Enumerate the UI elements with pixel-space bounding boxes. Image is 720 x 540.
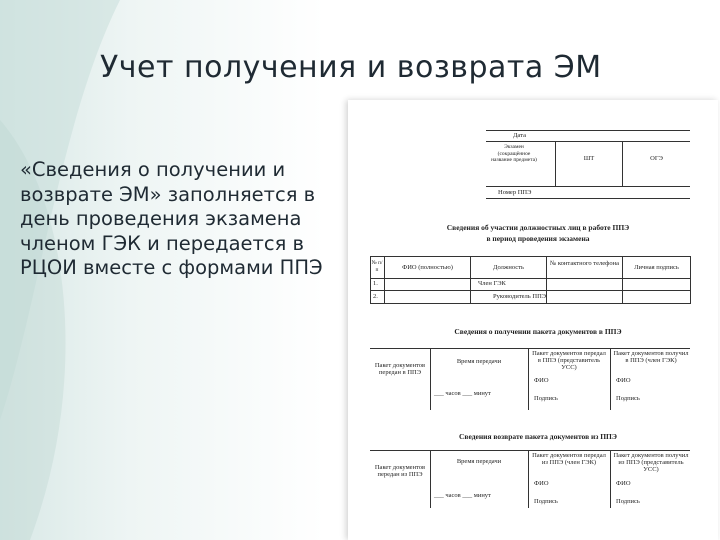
col-fio: ФИО (полностью): [402, 264, 453, 271]
row-2-position: Руководитель ППЭ: [493, 293, 547, 300]
return-row-label: Пакет документов передан из ППЭ: [374, 464, 426, 478]
receipt-transferred-label: Пакет документов передал в ППЭ (представитель УСС): [532, 350, 606, 371]
code-col1: ШТ: [583, 155, 595, 162]
return-signature-2: Подпись: [616, 498, 640, 505]
form-document-image: [348, 100, 718, 540]
exam-label: Экзамен (сокращённое название предмета): [491, 144, 537, 163]
row-2-num: 2.: [373, 293, 378, 300]
slide-title: Учет получения и возврата ЭМ: [100, 50, 602, 85]
date-label: Дата: [513, 132, 526, 139]
return-signature-1: Подпись: [534, 498, 558, 505]
return-time-value: ___ часов ___ минут: [434, 492, 491, 499]
col-num: № п/п: [371, 260, 383, 273]
receipt-row-label: Пакет документов передан в ППЭ: [374, 362, 426, 376]
return-transferred-label: Пакет документов передал из ППЭ (член ГЭК): [532, 452, 606, 466]
receipt-received-label: Пакет документов получил в ППЭ (член ГЭК): [613, 350, 689, 364]
col-position: Должность: [493, 264, 524, 271]
participation-title-1: Сведения об участии должностных лиц в работе ППЭ: [446, 223, 630, 232]
return-fio-2: ФИО: [616, 480, 631, 487]
receipt-signature-2: Подпись: [616, 395, 640, 402]
participation-title-2: в период проведения экзамена: [486, 234, 590, 243]
col-signature: Личная подпись: [634, 264, 679, 271]
return-received-label: Пакет документов получил из ППЭ (представитель УСС): [613, 452, 689, 473]
return-fio-1: ФИО: [534, 480, 549, 487]
row-1-position: Член ГЭК: [478, 280, 506, 287]
ppe-number-label: Номер ППЭ: [498, 189, 532, 196]
slide-body-text: «Сведения о получении и возврате ЭМ» заполняется в день проведения экзамена членом ГЭК и передается в РЦОИ вместе с формами ППЭ: [20, 158, 323, 279]
col-phone: № контактного телефона: [550, 260, 619, 267]
receipt-fio-2: ФИО: [616, 377, 631, 384]
code-col2: ОГЭ: [650, 155, 663, 162]
receipt-title: Сведения о получении пакета документов в ППЭ: [454, 327, 622, 336]
receipt-signature-1: Подпись: [534, 395, 558, 402]
return-time-label: Время передачи: [456, 458, 502, 465]
receipt-time-label: Время передачи: [456, 358, 502, 365]
receipt-time-value: ___ часов ___ минут: [434, 390, 491, 397]
receipt-fio-1: ФИО: [534, 377, 549, 384]
return-title: Сведения возврате пакета документов из ППЭ: [459, 432, 617, 441]
row-1-num: 1.: [373, 280, 378, 287]
